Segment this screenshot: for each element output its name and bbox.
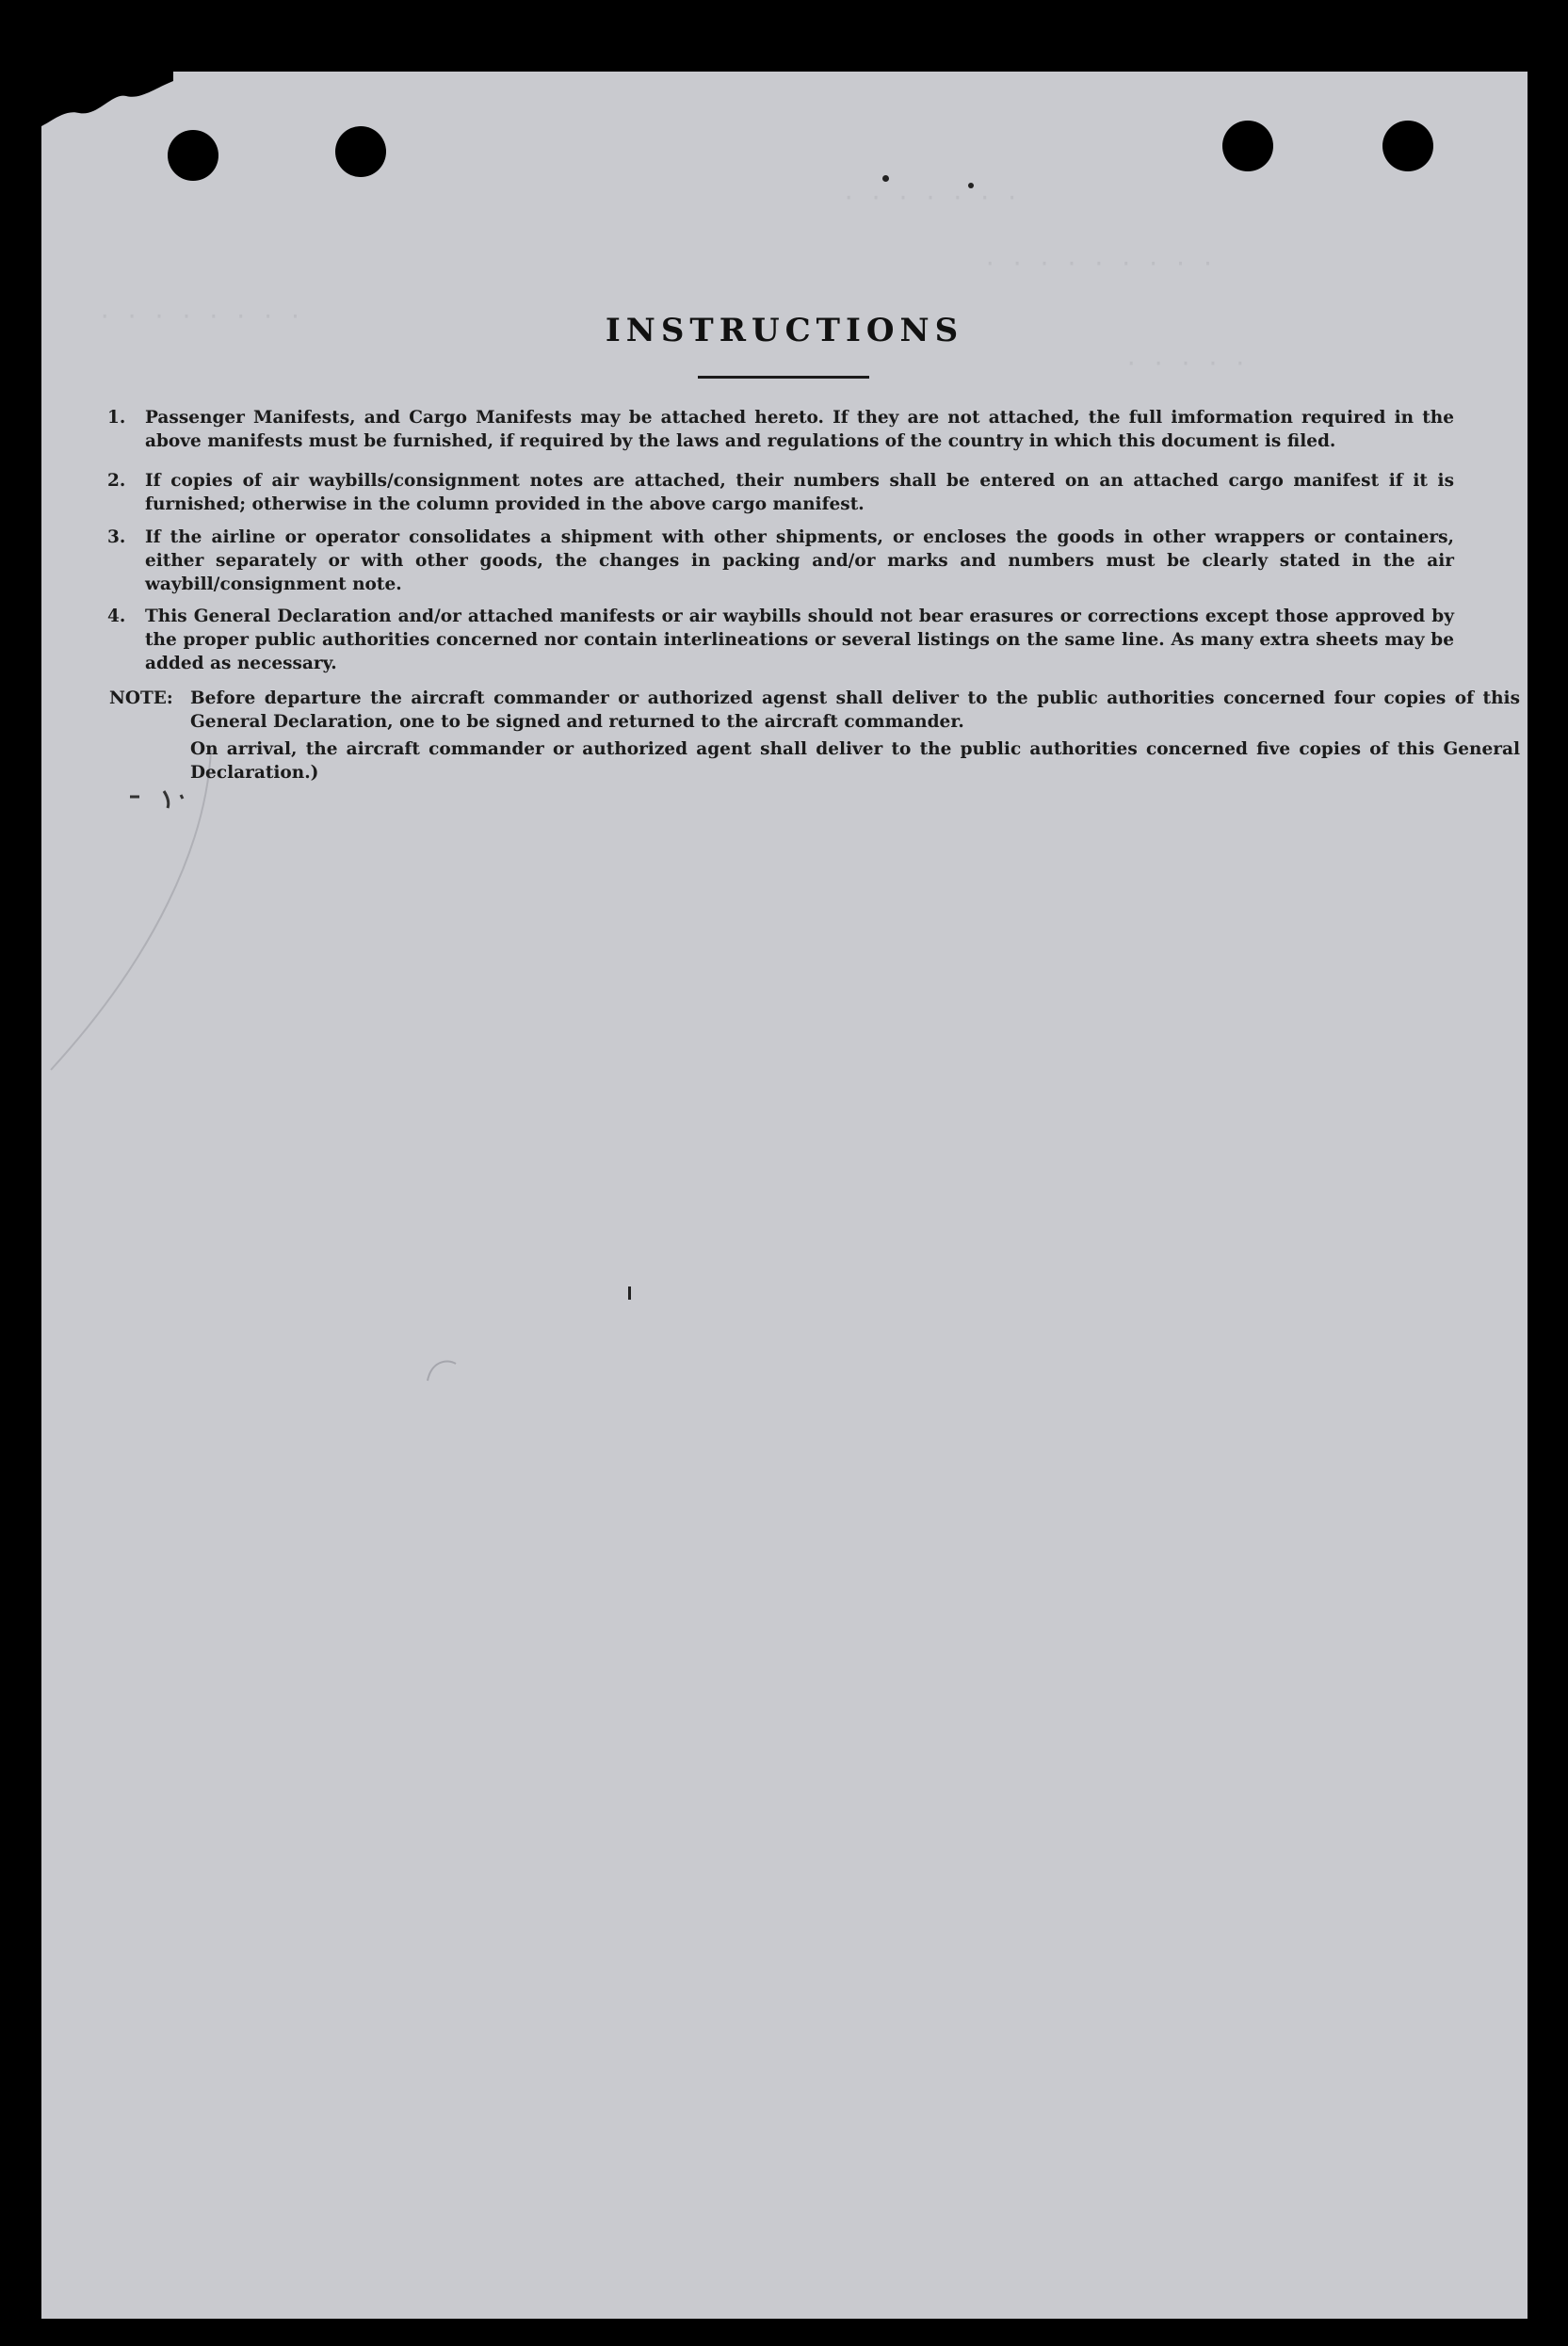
punch-hole-4 [1382, 121, 1433, 171]
speck-3 [628, 1286, 631, 1300]
faint-stroke-2 [418, 1352, 475, 1390]
bleed-through-line-2: · · · · · · · · · [983, 251, 1215, 277]
punch-hole-3 [1222, 121, 1273, 171]
note-departure-text: Before departure the aircraft commander or authorized agenst shall deliver to the public authorities concerned four copies of this General Declaration, one to be signed and returned to the aircraft commander. [190, 688, 1520, 732]
instruction-number: 1. [107, 408, 126, 428]
instruction-text: Passenger Manifests, and Cargo Manifests may be attached hereto. If they are not attached, the full imformation required in the above manifests must be furnished, if required by the laws and regulations of the country in which this document is filed. [145, 408, 1454, 451]
title-underline [698, 376, 869, 379]
speck-1 [882, 175, 889, 182]
note-label: NOTE: [109, 688, 173, 708]
instruction-item [107, 406, 1454, 459]
instruction-text: This General Declaration and/or attached manifests or air waybills should not bear erasures or corrections except those approved by the proper public authorities concerned nor contain interlineations or several listings on the same line. As many extra sheets may be added as necessary. [145, 607, 1454, 673]
bleed-through-line-3: · · · · · · · · [98, 303, 302, 330]
instruction-number: 3. [107, 527, 126, 547]
note-block [41, 687, 1528, 790]
bleed-through-line-4: · · · · · [1124, 350, 1248, 377]
instruction-number: 4. [107, 607, 126, 626]
instruction-text: If the airline or operator consolidates a shipment with other shipments, or encloses the goods in other wrappers or containers, either separately or with other goods, the changes in packing and/or marks and numbers must be clearly stated in the air waybill/consignment note. [145, 527, 1454, 594]
punch-hole-1 [168, 130, 218, 181]
instruction-item [107, 469, 1454, 522]
page-title: INSTRUCTIONS [605, 312, 964, 349]
instruction-text: If copies of air waybills/consignment notes are attached, their numbers shall be entered on an attached cargo manifest if it is furnished; otherwise in the column provided in the above cargo manifest. [145, 471, 1454, 514]
bleed-through-line-1: · · · · · · · [842, 185, 1019, 211]
instruction-item [107, 526, 1454, 601]
faint-stroke-1 [41, 731, 249, 1089]
torn-corner [41, 72, 173, 138]
note-arrival-text: On arrival, the aircraft commander or authorized agent shall deliver to the public authorities concerned five copies of this General Declaration.) [190, 739, 1520, 783]
document-page [41, 72, 1528, 2319]
instruction-number: 2. [107, 471, 126, 491]
punch-hole-2 [335, 126, 386, 177]
instruction-item [107, 605, 1454, 680]
